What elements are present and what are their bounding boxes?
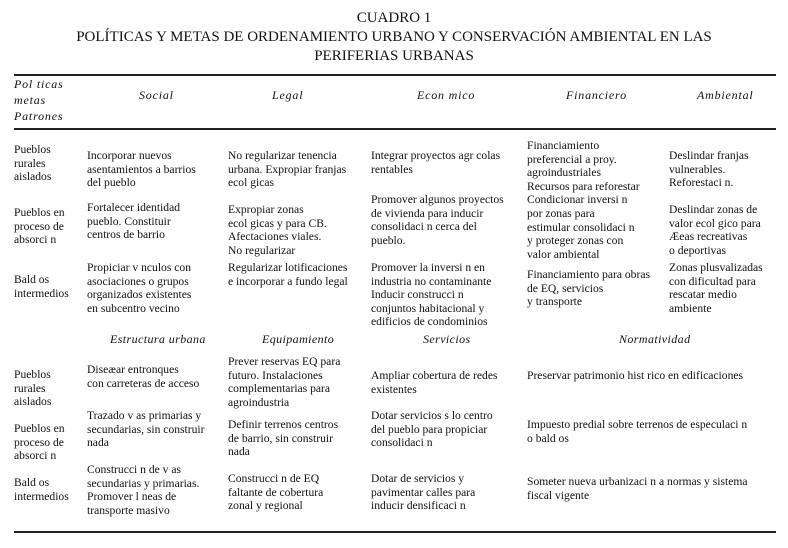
cell-servicios: Ampliar cobertura de redes existentes xyxy=(371,369,498,396)
row-label-absorcion: Pueblos en proceso de absorci n xyxy=(14,422,65,463)
cell-ambiental: Deslindar franjas vulnerables. Reforestaci n. xyxy=(669,149,749,190)
cell-normatividad: Preservar patrimonio hist rico en edificaciones xyxy=(527,369,744,382)
row-label-baldios: Bald os intermedios xyxy=(14,273,69,300)
cell-legal: Expropiar zonas ecol gicas y para CB. Afectaciones viales. No regularizar xyxy=(228,203,327,257)
bottom-rule xyxy=(14,531,776,533)
header-rule xyxy=(14,128,776,130)
header-ambiental: Ambiental xyxy=(697,88,754,102)
cell-normatividad: Someter nueva urbanizaci n a normas y sistema fiscal vigente xyxy=(527,475,748,502)
cell-social: Incorporar nuevos asentamientos a barrios del pueblo xyxy=(87,149,196,190)
cell-legal: No regularizar tenencia urbana. Expropiar franjas ecol gicas xyxy=(228,149,347,190)
header-servicios: Servicios xyxy=(423,332,471,346)
header-social: Social xyxy=(139,88,174,102)
header-financiero: Financiero xyxy=(566,88,627,102)
header-normatividad: Normatividad xyxy=(619,332,691,346)
cell-social: Fortalecer identidad pueblo. Constituir centros de barrio xyxy=(87,201,181,242)
cell-equipamiento: Construcci n de EQ faltante de cobertura zonal y regional xyxy=(228,472,324,513)
table-title-continued: PERIFERIAS URBANAS xyxy=(314,48,474,64)
cell-equipamiento: Definir terrenos centros de barrio, sin construir nada xyxy=(228,418,339,459)
row-label-baldios: Bald os intermedios xyxy=(14,476,69,503)
table-title: POLÍTICAS Y METAS DE ORDENAMIENTO URBANO Y CONSERVACIÓN AMBIENTAL EN LAS xyxy=(76,29,712,45)
header-legal: Legal xyxy=(272,88,304,102)
cell-social: Propiciar v nculos con asociaciones o grupos organizados existentes en subcentro vecino xyxy=(87,261,192,315)
header-equipamiento: Equipamiento xyxy=(262,332,335,346)
cell-estructura: Diseæar entronques con carreteras de acceso xyxy=(87,363,200,390)
cell-servicios: Dotar de servicios y pavimentar calles para inducir densificaci n xyxy=(371,472,476,513)
cell-normatividad: Impuesto predial sobre terrenos de especulaci n o bald os xyxy=(527,418,748,445)
cell-financiero: Financiamiento preferencial a proy. agroindustriales Recursos para reforestar Condicionar inversi n por zonas para estimular consolidaci n y proteger zonas con valor ambiental xyxy=(527,139,640,261)
corner-header: Pol ticas metas Patrones xyxy=(14,77,64,123)
cell-estructura: Trazado v as primarias y secundarias, sin construir nada xyxy=(87,409,205,450)
cell-ambiental: Deslindar zonas de valor ecol gico para Æeas recreativas o deportivas xyxy=(669,203,761,257)
row-label-rurales: Pueblos rurales aislados xyxy=(14,143,52,184)
row-label-rurales: Pueblos rurales aislados xyxy=(14,368,52,409)
cell-equipamiento: Prever reservas EQ para futuro. Instalaciones complementarias para agroindustria xyxy=(228,355,341,409)
cell-economico: Promover algunos proyectos de vivienda para inducir consolidaci n cerca del pueblo. xyxy=(371,193,504,247)
table-number: CUADRO 1 xyxy=(356,10,432,26)
cell-economico: Promover la inversi n en industria no contaminante Inducir construcci n conjuntos habitacional y edificios de condominios xyxy=(371,261,492,329)
cell-economico: Integrar proyectos agr colas rentables xyxy=(371,149,501,176)
cell-servicios: Dotar servicios s lo centro del pueblo para propiciar consolidaci n xyxy=(371,409,493,450)
cell-estructura: Construcci n de v as secundarias y primarias. Promover l neas de transporte masivo xyxy=(87,463,200,517)
cell-ambiental: Zonas plusvalizadas con dificultad para rescatar medio ambiente xyxy=(669,261,763,315)
cell-legal: Regularizar lotificaciones e incorporar a fundo legal xyxy=(228,261,348,288)
top-rule xyxy=(14,74,776,76)
row-label-absorcion: Pueblos en proceso de absorci n xyxy=(14,206,65,247)
header-economico: Econ mico xyxy=(417,88,476,102)
header-estructura-urbana: Estructura urbana xyxy=(110,332,206,346)
cell-financiero: Financiamiento para obras de EQ, servicios y transporte xyxy=(527,268,650,309)
